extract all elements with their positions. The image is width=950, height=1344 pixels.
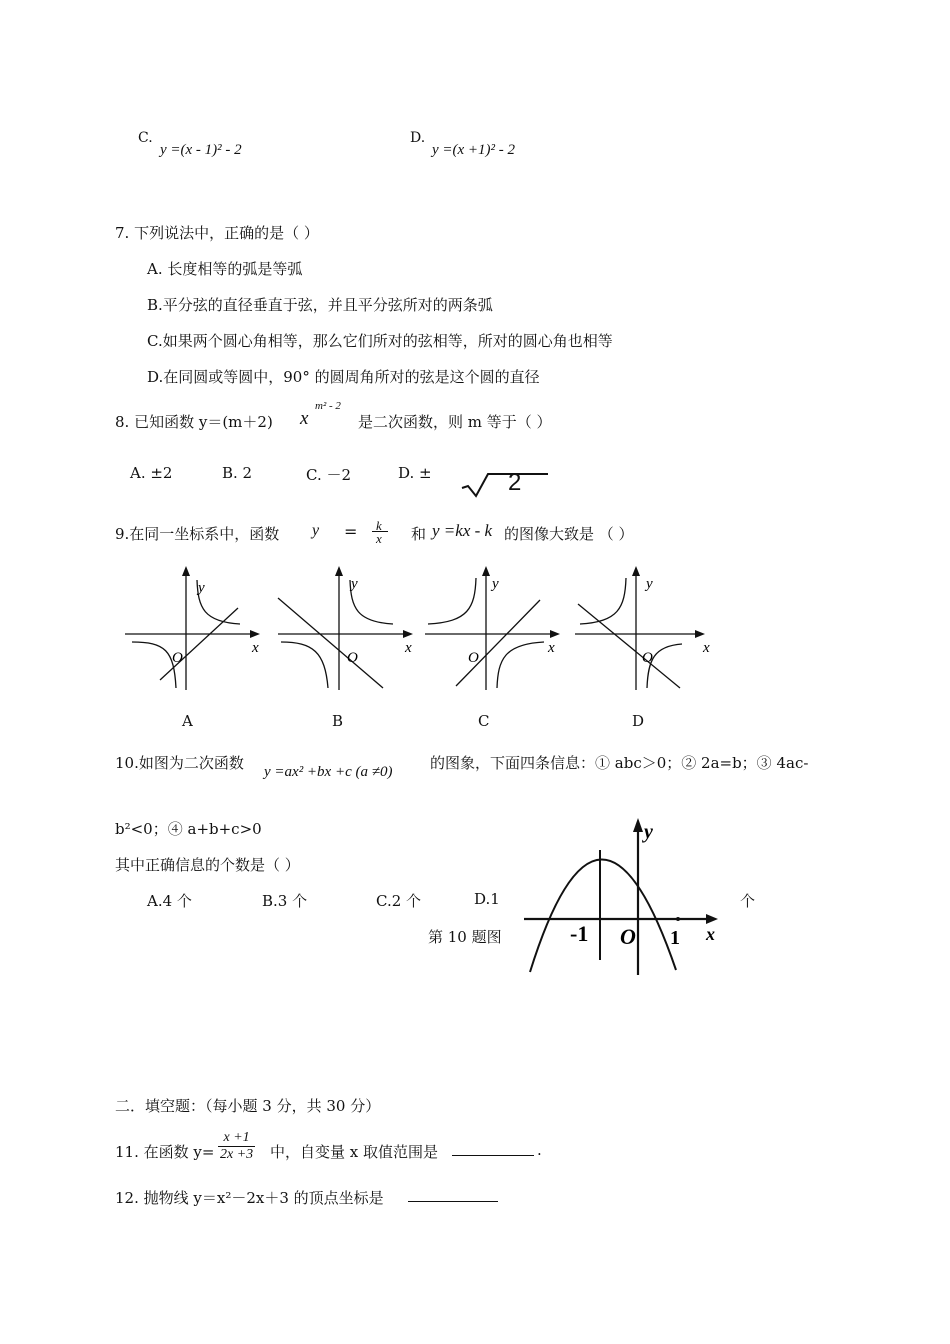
q11-numerator: x +1	[218, 1130, 255, 1147]
q6-option-d-label: D.	[410, 130, 426, 146]
q10-stem-end: 的图象，下面四条信息：① abc＞0；② 2a=b；③ 4ac-	[430, 754, 809, 772]
q11-answer-blank	[452, 1141, 534, 1160]
q9-stem-end: 的图像大致是 （ ）	[504, 525, 634, 543]
q11-stem-start: 11. 在函数 y=	[115, 1143, 215, 1161]
q6-option-c-label: C.	[138, 130, 153, 146]
section2-heading: 二．填空题：（每小题 3 分，共 30 分）	[115, 1097, 381, 1115]
q9-func1-denominator: x	[376, 531, 382, 546]
graph-a-caption: A	[182, 712, 193, 730]
graph-c-x-label: x	[548, 640, 555, 656]
q8-power-exponent: m² - 2	[315, 400, 341, 412]
graph-a-y-label: y	[198, 580, 205, 596]
graph-d-y-label: y	[646, 576, 653, 592]
graph-b	[273, 560, 423, 700]
graph-d-origin: O	[642, 650, 653, 666]
q10-option-d-tail: 个	[740, 892, 756, 910]
graph-a	[120, 560, 270, 700]
q7-option-d: D.在同圆或等圆中，90° 的圆周角所对的弦是这个圆的直径	[147, 368, 540, 386]
q7-option-a: A. 长度相等的弧是等弧	[147, 260, 303, 278]
graph-c	[420, 560, 570, 700]
q7-stem: 7. 下列说法中，正确的是（ ）	[115, 224, 319, 242]
q10-graph-one-label: 1	[670, 927, 680, 949]
q10-figure-caption: 第 10 题图	[428, 928, 502, 946]
q10-graph-y-label: y	[644, 821, 653, 843]
graph-c-origin: O	[468, 650, 479, 666]
q11-fraction	[218, 1130, 255, 1163]
q10-formula: y =ax² +bx +c (a ≠0)	[264, 764, 393, 780]
q8-sqrt-value: 2	[508, 469, 522, 496]
q9-func1-numerator: k	[376, 518, 382, 533]
q12-answer-blank	[408, 1187, 498, 1206]
q10-parabola-figure	[520, 810, 730, 980]
q11-denominator: 2x +3	[220, 1147, 254, 1162]
q9-stem-start: 9.在同一坐标系中，函数	[115, 525, 280, 543]
q10-graph-origin-label: O	[620, 924, 636, 949]
graph-b-caption: B	[332, 712, 344, 730]
graph-b-y-label: y	[351, 576, 358, 592]
q8-stem-end: 是二次函数，则 m 等于（ ）	[358, 413, 552, 431]
q9-func2: y =kx - k	[432, 521, 493, 540]
q12-stem: 12. 抛物线 y＝x²－2x＋3 的顶点坐标是	[115, 1189, 384, 1207]
graph-a-x-label: x	[252, 640, 259, 656]
q8-stem-start: 8. 已知函数 y＝(m＋2)	[115, 413, 273, 431]
q9-func1-equals: =	[344, 522, 358, 541]
q10-option-d: D.1	[474, 890, 500, 908]
q6-option-c-formula: y =(x - 1)² - 2	[160, 142, 242, 158]
q9-and: 和	[411, 525, 427, 543]
q11-stem-end: 中，自变量 x 取值范围是	[270, 1143, 438, 1161]
q8-option-d: D. ±	[398, 464, 432, 482]
q10-question: 其中正确信息的个数是（ ）	[115, 856, 300, 874]
q10-option-c: C.2 个	[376, 892, 422, 910]
q10-graph-x-label: x	[706, 924, 715, 944]
graph-d-caption: D	[632, 712, 645, 730]
graph-c-caption: C	[478, 712, 490, 730]
q8-power-base: x	[300, 408, 309, 429]
q8-option-a: A. ±2	[130, 464, 173, 482]
q9-func1-left: y	[312, 522, 320, 539]
q10-graph-neg1-label: -1	[570, 921, 589, 946]
graph-d	[570, 560, 720, 700]
q6-option-d-formula: y =(x +1)² - 2	[432, 142, 516, 158]
graph-b-x-label: x	[405, 640, 412, 656]
q10-option-b: B.3 个	[262, 892, 308, 910]
graph-b-origin: O	[347, 650, 358, 666]
graph-d-x-label: x	[703, 640, 710, 656]
q11-period: .	[537, 1141, 542, 1159]
graph-c-y-label: y	[492, 576, 499, 592]
q8-option-c: C. －2	[306, 466, 352, 484]
q10-stem-continued: b²<0；④ a+b+c>0	[115, 820, 262, 838]
q7-option-c: C.如果两个圆心角相等，那么它们所对的弦相等，所对的圆心角也相等	[147, 332, 613, 350]
graph-a-origin: O	[172, 650, 183, 666]
q7-option-b: B.平分弦的直径垂直于弦，并且平分弦所对的两条弧	[147, 296, 493, 314]
q10-option-a: A.4 个	[147, 892, 192, 910]
q10-stem-start: 10.如图为二次函数	[115, 754, 244, 772]
sqrt-radical	[460, 470, 552, 498]
q8-option-b: B. 2	[222, 464, 253, 482]
